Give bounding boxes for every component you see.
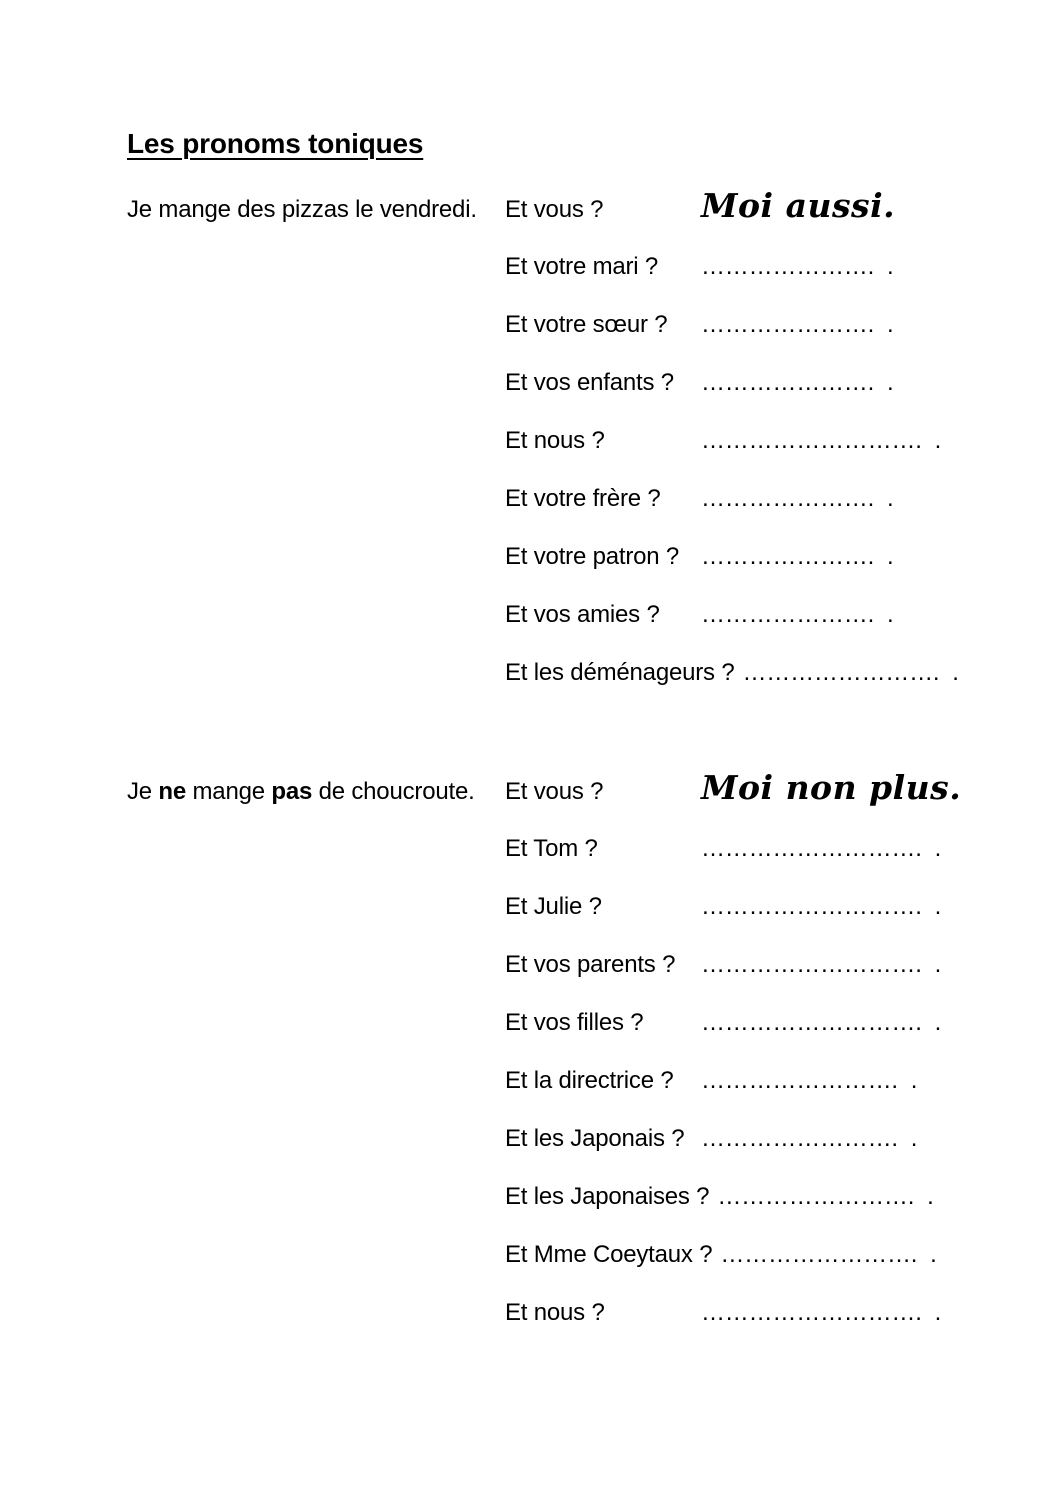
question-label: Et votre frère ? [505,485,661,512]
question-label: Et vos enfants ? [505,369,674,396]
question-label: Et vos parents ? [505,951,676,978]
question-row [127,644,1028,702]
answer-blank: ………………………. . [701,427,942,454]
statement-part-bold: ne [158,778,187,805]
question-label: Et Mme Coeytaux ? [505,1241,713,1268]
question-row [127,1052,1028,1110]
question-label: Et les déménageurs ? [505,659,735,686]
answer-blank: ………………………. . [701,835,942,862]
answer-blank: …………………. . [701,311,894,338]
question-row [127,820,1028,878]
question-row [127,354,1028,412]
answer-blank: …………………. . [701,601,894,628]
question-label: Et Julie ? [505,893,602,920]
statement-row [127,180,1028,238]
statement-part: mange [186,778,272,805]
question-label: Et la directrice ? [505,1067,674,1094]
question-label: Et votre sœur ? [505,311,668,338]
page-title: Les pronoms toniques [127,128,424,159]
question-row [127,1226,1028,1284]
question-row [127,296,1028,354]
question-label: Et vous ? [505,196,604,223]
statement-text: Je mange des pizzas le vendredi. [127,196,477,223]
answer-blank: …………………. . [701,543,894,570]
statement-part: de choucroute. [312,778,475,805]
question-row [127,1284,1028,1342]
question-row [127,1168,1028,1226]
question-row [127,878,1028,936]
answer-blank: ………………………. . [701,1299,942,1326]
answer-blank: …………………. . [701,485,894,512]
answer-blank: …………………. . [701,369,894,396]
answer-blank: ……………………. . [742,659,959,686]
question-row [127,412,1028,470]
question-label: Et votre patron ? [505,543,680,570]
question-label: Et vos filles ? [505,1009,644,1036]
answer-blank: ……………………. . [701,1067,918,1094]
answer-blank: ………………………. . [701,951,942,978]
question-row [127,936,1028,994]
question-row [127,470,1028,528]
question-row [127,1110,1028,1168]
section-choucroute [127,762,1028,1342]
answer-blank: ………………………. . [701,1009,942,1036]
handwritten-answer: Moi non plus. [701,768,962,807]
question-label: Et vos amies ? [505,601,660,628]
answer-blank: ………………………. . [701,893,942,920]
question-label: Et Tom ? [505,835,598,862]
answer-blank: ……………………. . [701,1125,918,1152]
question-row [127,994,1028,1052]
question-label: Et nous ? [505,427,605,454]
answer-blank: ……………………. . [717,1183,934,1210]
statement-text [127,763,505,821]
question-row [127,528,1028,586]
handwritten-answer: Moi aussi. [701,186,896,225]
question-label: Et nous ? [505,1299,605,1326]
statement-part: Je [127,778,159,805]
statement-row [127,762,1028,820]
question-label: Et les Japonaises ? [505,1183,710,1210]
statement-part-bold: pas [271,778,313,805]
question-row [127,238,1028,296]
answer-blank: ……………………. . [720,1241,937,1268]
section-pizzas [127,180,1028,702]
question-label: Et vous ? [505,778,604,805]
question-label: Et votre mari ? [505,253,659,280]
question-label: Et les Japonais ? [505,1125,685,1152]
answer-blank: …………………. . [701,253,894,280]
question-row [127,586,1028,644]
